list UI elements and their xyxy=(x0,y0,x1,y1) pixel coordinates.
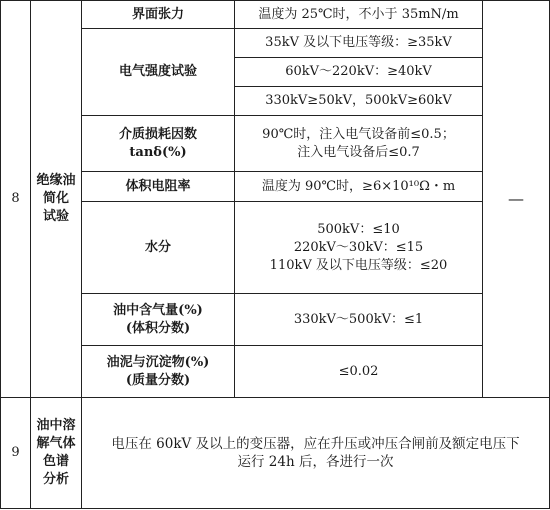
item-volume-resistivity xyxy=(82,172,235,202)
req-interfacial-tension xyxy=(235,1,483,29)
req-dielectric-330-500kv: 330kV≥50kV，500kV≥60kV xyxy=(235,87,483,116)
desc-line: 运行 24h 后，各进行一次 xyxy=(237,454,394,470)
category-line: 色谱 xyxy=(42,454,69,469)
req-dielectric-60-220kv: 60kV～220kV：≥40kV xyxy=(235,58,483,87)
item-label: 介质损耗因数 xyxy=(118,126,197,142)
item-interfacial-tension xyxy=(82,1,235,29)
category-line: 试验 xyxy=(42,209,69,224)
req-dielectric-35kv: 35kV 及以下电压等级：≥35kV xyxy=(235,29,483,58)
item-sludge-sediment xyxy=(82,346,235,398)
req-line: 500kV：≤10 xyxy=(317,221,400,237)
req-line: 330kV～500kV：≤1 xyxy=(293,311,424,327)
category-line: 绝缘油 xyxy=(36,173,76,188)
category-line: 解气体 xyxy=(36,436,76,451)
req-gas-content xyxy=(235,294,483,346)
req-water-content xyxy=(235,202,483,294)
row-number-8: 8 xyxy=(1,1,31,398)
category-insulating-oil-test xyxy=(31,1,82,398)
item-label: 油中含气量(%) xyxy=(113,302,203,318)
table-row xyxy=(1,29,550,58)
item-dielectric-strength xyxy=(82,29,235,116)
req-sludge-sediment xyxy=(235,346,483,398)
item-label: 界面张力 xyxy=(131,6,184,22)
item-label: 体积电阻率 xyxy=(125,178,191,194)
item-label: (质量分数) xyxy=(125,372,191,388)
table-row xyxy=(1,202,550,294)
item-label: tanδ(%) xyxy=(129,144,187,160)
item-water-content xyxy=(82,202,235,294)
item-label: (体积分数) xyxy=(125,320,191,336)
desc-line: 电压在 60kV 及以上的变压器，应在升压或冲压合闸前及额定电压下 xyxy=(111,436,520,452)
remark-cell: — xyxy=(483,1,550,398)
category-dissolved-gas-analysis xyxy=(31,398,82,509)
table-row xyxy=(1,346,550,398)
row-number-9: 9 xyxy=(1,398,31,509)
table-row xyxy=(1,172,550,202)
req-line: 110kV 及以下电压等级：≤20 xyxy=(269,257,448,273)
req-line: ≤0.02 xyxy=(338,363,379,379)
req-line: 90℃时，注入电气设备前≤0.5； xyxy=(262,126,455,142)
item-label: 电气强度试验 xyxy=(118,64,197,79)
req-line: 220kV～30kV：≤15 xyxy=(293,239,424,255)
item-label: 水分 xyxy=(144,239,171,255)
table-row xyxy=(1,1,550,29)
item-label: 油泥与沉淀物(%) xyxy=(106,354,210,370)
item-dielectric-loss-factor xyxy=(82,116,235,172)
req-line: 温度为 25℃时，不小于 35mN/m xyxy=(258,6,459,22)
category-line: 分析 xyxy=(42,472,69,487)
req-volume-resistivity xyxy=(235,172,483,202)
req-line: 注入电气设备后≤0.7 xyxy=(297,144,420,160)
table-row xyxy=(1,398,550,509)
category-line: 简化 xyxy=(42,191,69,206)
item-gas-content xyxy=(82,294,235,346)
req-dielectric-loss-factor xyxy=(235,116,483,172)
req-line: 温度为 90℃时，≥6×10¹⁰Ω・m xyxy=(261,178,456,194)
table-row xyxy=(1,116,550,172)
category-line: 油中溶 xyxy=(36,418,76,433)
table-row xyxy=(1,294,550,346)
dissolved-gas-requirement xyxy=(82,398,550,509)
